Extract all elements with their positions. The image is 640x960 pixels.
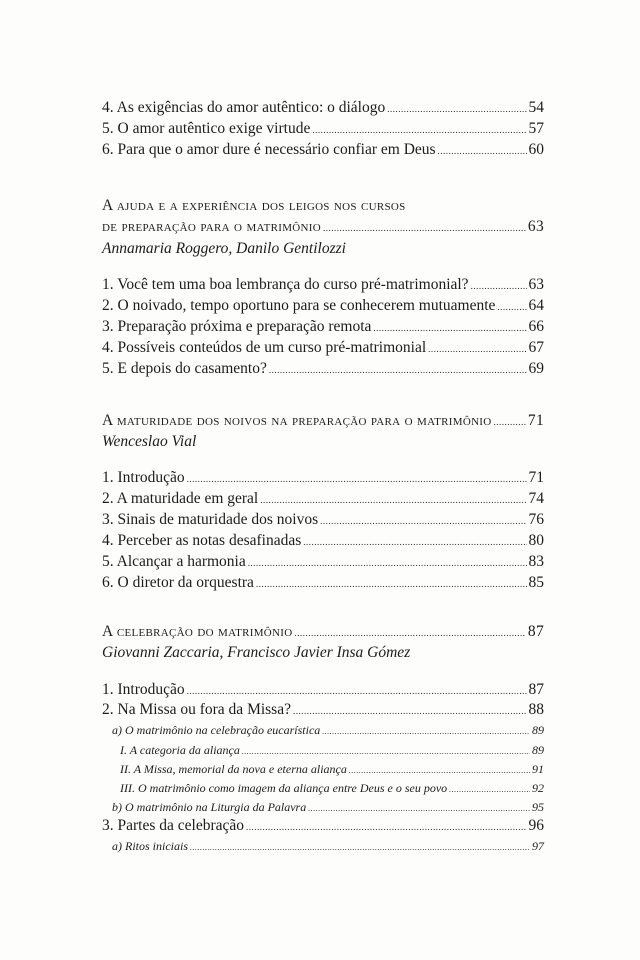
toc-subentry	[112, 721, 544, 741]
chapter-title-line	[102, 412, 544, 431]
toc-entry-title: 4. Perceber as notas desafinadas	[102, 532, 302, 549]
toc-entry-title: 5. Alcançar a harmonia	[102, 553, 246, 570]
dot-leader	[387, 100, 526, 118]
toc-entry-title: 1. Introdução	[102, 681, 185, 698]
chapter-page: 71	[527, 412, 544, 429]
dot-leader	[260, 491, 526, 509]
toc-entry	[102, 511, 544, 530]
toc-entry-title: 3. Sinais de maturidade dos noivos	[102, 511, 319, 528]
chapter-authors: Wenceslao Vial	[102, 433, 197, 450]
toc-subentry	[112, 837, 544, 857]
toc-entry-page: 69	[528, 360, 544, 377]
toc-entry-page: 54	[528, 99, 544, 116]
toc-entry-title: 2. Na Missa ou fora da Missa?	[102, 701, 291, 718]
dot-leader	[246, 818, 526, 836]
chapter-title-cont: de preparação para o matrimônio	[102, 218, 321, 235]
toc-entry-page: 95	[532, 800, 544, 814]
chapter-title-line	[102, 218, 544, 237]
dot-leader	[190, 839, 530, 857]
toc-entry-title: b) O matrimônio na Liturgia da Palavra	[112, 800, 307, 814]
toc-entry-page: 89	[532, 743, 544, 757]
toc-entry-page: 57	[528, 120, 544, 137]
toc-entry	[102, 532, 544, 551]
toc-entry-title: 4. Possíveis conteúdos de um curso pré-matrimonial	[102, 339, 427, 356]
toc-entry-title: 6. O diretor da orquestra	[102, 574, 254, 591]
toc-entry-page: 96	[528, 817, 544, 834]
dot-leader	[438, 142, 527, 160]
toc-entry-page: 85	[528, 574, 544, 591]
toc-entry-title: 1. Introdução	[102, 469, 185, 486]
chapter-title-line	[102, 623, 544, 642]
toc-entry-page: 60	[528, 141, 544, 158]
toc-entry	[102, 99, 544, 118]
toc-entry-title: I. A categoria da aliança	[120, 743, 240, 757]
dot-leader	[322, 723, 530, 741]
toc-entry-page: 67	[528, 339, 544, 356]
toc-entry-title: 6. Para que o amor dure é necessário confiar em Deus	[102, 141, 436, 158]
toc-entry	[102, 360, 544, 379]
toc-entry	[102, 701, 544, 720]
toc-entry	[102, 490, 544, 509]
toc-subentry	[120, 760, 544, 780]
chapter-title: A maturidade dos noivos na preparação para o matrimônio	[102, 412, 492, 429]
dot-leader	[187, 470, 527, 488]
dot-leader	[242, 743, 530, 761]
toc-entry	[102, 318, 544, 337]
dot-leader	[428, 340, 526, 358]
dot-leader	[256, 575, 527, 593]
toc-entry-title: a) O matrimônio na celebração eucarística	[112, 723, 321, 737]
dot-leader	[303, 533, 526, 551]
toc-entry	[102, 574, 544, 593]
chapter-page: 87	[527, 623, 544, 640]
toc-entry	[102, 141, 544, 160]
toc-entry-page: 91	[532, 762, 544, 776]
toc-entry-page: 97	[532, 839, 544, 853]
toc-entry-title: 2. O noivado, tempo oportuno para se conhecerem mutuamente	[102, 297, 496, 314]
toc-entry	[102, 553, 544, 572]
chapter-title: A ajuda e a experiência dos leigos nos cursos	[102, 197, 406, 214]
toc-entry-title: III. O matrimônio como imagem da aliança entre Deus e o seu povo	[120, 781, 448, 795]
dot-leader	[308, 800, 530, 818]
toc-entry-page: 71	[528, 469, 544, 486]
toc-entry	[102, 297, 544, 316]
toc-entry-page: 80	[528, 532, 544, 549]
dot-leader	[269, 361, 527, 379]
dot-leader	[320, 512, 526, 530]
dot-leader	[312, 121, 526, 139]
toc-entry	[102, 681, 544, 700]
chapter-title: A celebração do matrimônio	[102, 623, 293, 640]
toc-entry-title: 1. Você tem uma boa lembrança do curso pré-matrimonial?	[102, 276, 469, 293]
toc-entry-page: 64	[528, 297, 544, 314]
toc-entry-page: 87	[528, 681, 544, 698]
toc-entry-title: 5. O amor autêntico exige virtude	[102, 120, 311, 137]
dot-leader	[293, 702, 527, 720]
toc-entry	[102, 339, 544, 358]
toc-entry-page: 83	[528, 553, 544, 570]
toc-entry	[102, 276, 544, 295]
dot-leader	[187, 682, 527, 700]
toc-subentry	[112, 798, 544, 818]
toc-entry-title: 5. E depois do casamento?	[102, 360, 267, 377]
toc-entry-title: 3. Preparação próxima e preparação remota	[102, 318, 372, 335]
dot-leader	[449, 781, 530, 799]
dot-leader	[295, 624, 526, 642]
toc-entry-page: 89	[532, 723, 544, 737]
dot-leader	[373, 319, 526, 337]
dot-leader	[497, 298, 526, 316]
toc-entry	[102, 120, 544, 139]
dot-leader	[471, 277, 527, 295]
dot-leader	[323, 219, 526, 237]
toc-entry-title: a) Ritos iniciais	[112, 839, 188, 853]
toc-entry	[102, 469, 544, 488]
toc-entry-title: 4. As exigências do amor autêntico: o diálogo	[102, 99, 386, 116]
chapter-authors: Giovanni Zaccaria, Francisco Javier Insa Gómez	[102, 644, 411, 661]
toc-entry-page: 66	[528, 318, 544, 335]
chapter-authors: Annamaria Roggero, Danilo Gentilozzi	[102, 240, 346, 257]
toc-entry-page: 88	[528, 701, 544, 718]
toc-entry-page: 74	[528, 490, 544, 507]
toc-entry-page: 92	[532, 781, 544, 795]
toc-entry-title: 2. A maturidade em geral	[102, 490, 259, 507]
toc-subentry	[120, 779, 544, 799]
toc-subentry	[120, 741, 544, 761]
toc-entry-title: 3. Partes da celebração	[102, 817, 245, 834]
toc-entry-page: 63	[528, 276, 544, 293]
dot-leader	[494, 413, 526, 431]
toc-entry-title: II. A Missa, memorial da nova e eterna aliança	[120, 762, 347, 776]
toc-entry	[102, 817, 544, 836]
dot-leader	[349, 762, 530, 780]
dot-leader	[248, 554, 527, 572]
toc-entry-page: 76	[528, 511, 544, 528]
chapter-page: 63	[527, 218, 544, 235]
